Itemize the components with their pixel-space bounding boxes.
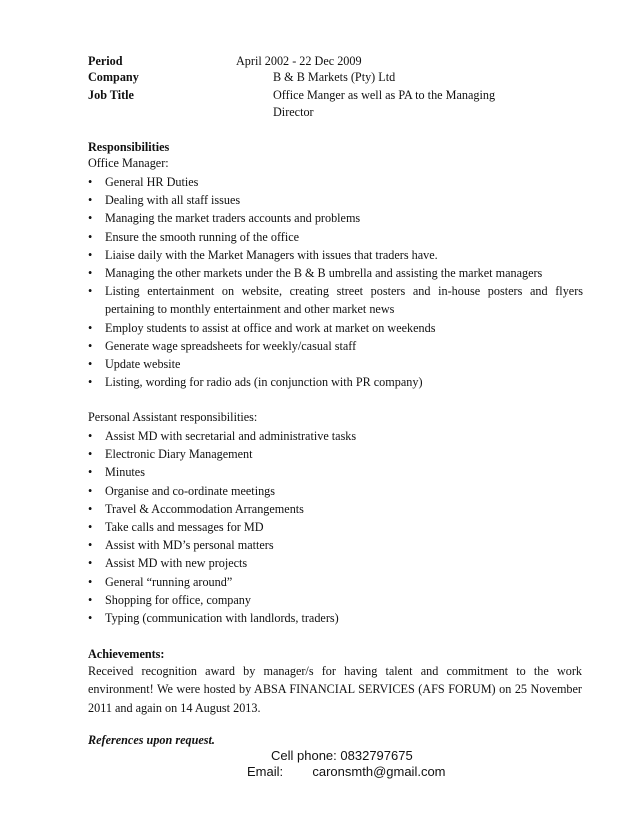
list-item	[88, 500, 583, 518]
list-item-text: Organise and co-ordinate meetings	[105, 483, 276, 498]
cell-phone-label: Cell phone:	[271, 748, 337, 763]
bullet-icon: •	[88, 193, 93, 208]
list-item-text: General HR Duties	[105, 175, 199, 189]
list-item-text: General “running around”	[105, 574, 233, 589]
responsibilities-heading: Responsibilities	[88, 140, 170, 154]
job-title-value-line2: Director	[273, 105, 314, 119]
list-item-text: Dealing with all staff issues	[105, 193, 241, 208]
list-item-text: Ensure the smooth running of the office	[105, 229, 300, 244]
list-item	[88, 573, 583, 591]
bullet-icon: •	[88, 266, 93, 281]
pa-heading: Personal Assistant responsibilities:	[88, 410, 258, 424]
references-note: References upon request.	[88, 733, 215, 747]
bullet-icon: •	[88, 520, 93, 535]
email-label: Email:	[247, 764, 284, 779]
list-item-text: Typing (communication with landlords, traders)	[105, 611, 339, 626]
list-item-text: Generate wage spreadsheets for weekly/casual staff	[105, 338, 357, 353]
list-item	[88, 173, 583, 191]
list-item-text: Shopping for office, company	[105, 592, 251, 607]
cell-phone-line	[271, 748, 413, 763]
bullet-icon: •	[88, 320, 93, 335]
list-item-text: Take calls and messages for MD	[105, 520, 264, 535]
list-item	[88, 337, 583, 355]
list-item	[88, 282, 583, 318]
list-item	[88, 609, 583, 627]
period-value: April 2002 - 22 Dec 2009	[236, 54, 362, 68]
bullet-icon: •	[88, 465, 93, 480]
list-item	[88, 518, 583, 536]
office-manager-list	[88, 173, 583, 391]
bullet-icon: •	[88, 211, 93, 226]
list-item-text: Listing, wording for radio ads (in conjunction with PR company)	[105, 375, 423, 390]
bullet-icon: •	[88, 357, 93, 372]
bullet-icon: •	[88, 556, 93, 571]
list-item	[88, 209, 583, 227]
list-item	[88, 445, 583, 463]
list-item	[88, 554, 583, 572]
bullet-icon: •	[88, 284, 93, 299]
pa-list	[88, 427, 583, 627]
list-item	[88, 482, 583, 500]
list-item-text: Update website	[105, 357, 181, 372]
bullet-icon: •	[88, 483, 93, 498]
period-label: Period	[88, 54, 123, 68]
list-item-text: Electronic Diary Management	[105, 447, 253, 462]
list-item-text: Minutes	[105, 465, 145, 480]
list-item	[88, 373, 583, 391]
company-value: B & B Markets (Pty) Ltd	[273, 70, 396, 84]
bullet-icon: •	[88, 574, 93, 589]
achievements-text: Received recognition award by manager/s for having talent and commitment to the work environment! We were hosted by ABSA FINANCIAL SERVICES (AFS FORUM) on 25 November 2011 and again on 14 August 2013.	[88, 664, 582, 715]
email-line	[247, 764, 446, 779]
job-title-label: Job Title	[88, 88, 134, 102]
job-title-value-line1: Office Manger as well as PA to the Managing	[273, 88, 496, 102]
bullet-icon: •	[88, 429, 93, 443]
company-label: Company	[88, 70, 139, 84]
list-item	[88, 191, 583, 209]
list-item	[88, 246, 583, 264]
list-item-text: Liaise daily with the Market Managers with issues that traders have.	[105, 247, 438, 262]
list-item-text: Employ students to assist at office and work at market on weekends	[105, 320, 436, 335]
list-item-text: Assist MD with new projects	[105, 556, 248, 571]
office-manager-heading: Office Manager:	[88, 156, 169, 170]
list-item-text: Managing the other markets under the B & B umbrella and assisting the market managers	[105, 266, 543, 281]
list-item	[88, 463, 583, 481]
bullet-icon: •	[88, 592, 93, 607]
list-item	[88, 228, 583, 246]
bullet-icon: •	[88, 501, 93, 516]
bullet-icon: •	[88, 338, 93, 353]
list-item-text: Assist MD with secretarial and administrative tasks	[105, 429, 357, 443]
list-item-text: Travel & Accommodation Arrangements	[105, 501, 304, 516]
list-item-text: Assist with MD’s personal matters	[105, 538, 274, 553]
bullet-icon: •	[88, 175, 93, 189]
bullet-icon: •	[88, 538, 93, 553]
bullet-icon: •	[88, 611, 93, 626]
list-item	[88, 264, 583, 282]
list-item	[88, 536, 583, 554]
cell-phone-value: 0832797675	[340, 748, 413, 763]
bullet-icon: •	[88, 447, 93, 462]
achievements-heading: Achievements:	[88, 647, 165, 661]
list-item	[88, 319, 583, 337]
list-item	[88, 355, 583, 373]
bullet-icon: •	[88, 229, 93, 244]
bullet-icon: •	[88, 247, 93, 262]
list-item	[88, 427, 583, 445]
list-item-text: Managing the market traders accounts and problems	[105, 211, 361, 226]
list-item	[88, 591, 583, 609]
list-item-text: Listing entertainment on website, creating street posters and in-house posters and flyers pertaining to monthly entertainment and other market news	[105, 284, 583, 317]
bullet-icon: •	[88, 375, 93, 390]
email-value[interactable]: caronsmth@gmail.com	[312, 764, 446, 779]
